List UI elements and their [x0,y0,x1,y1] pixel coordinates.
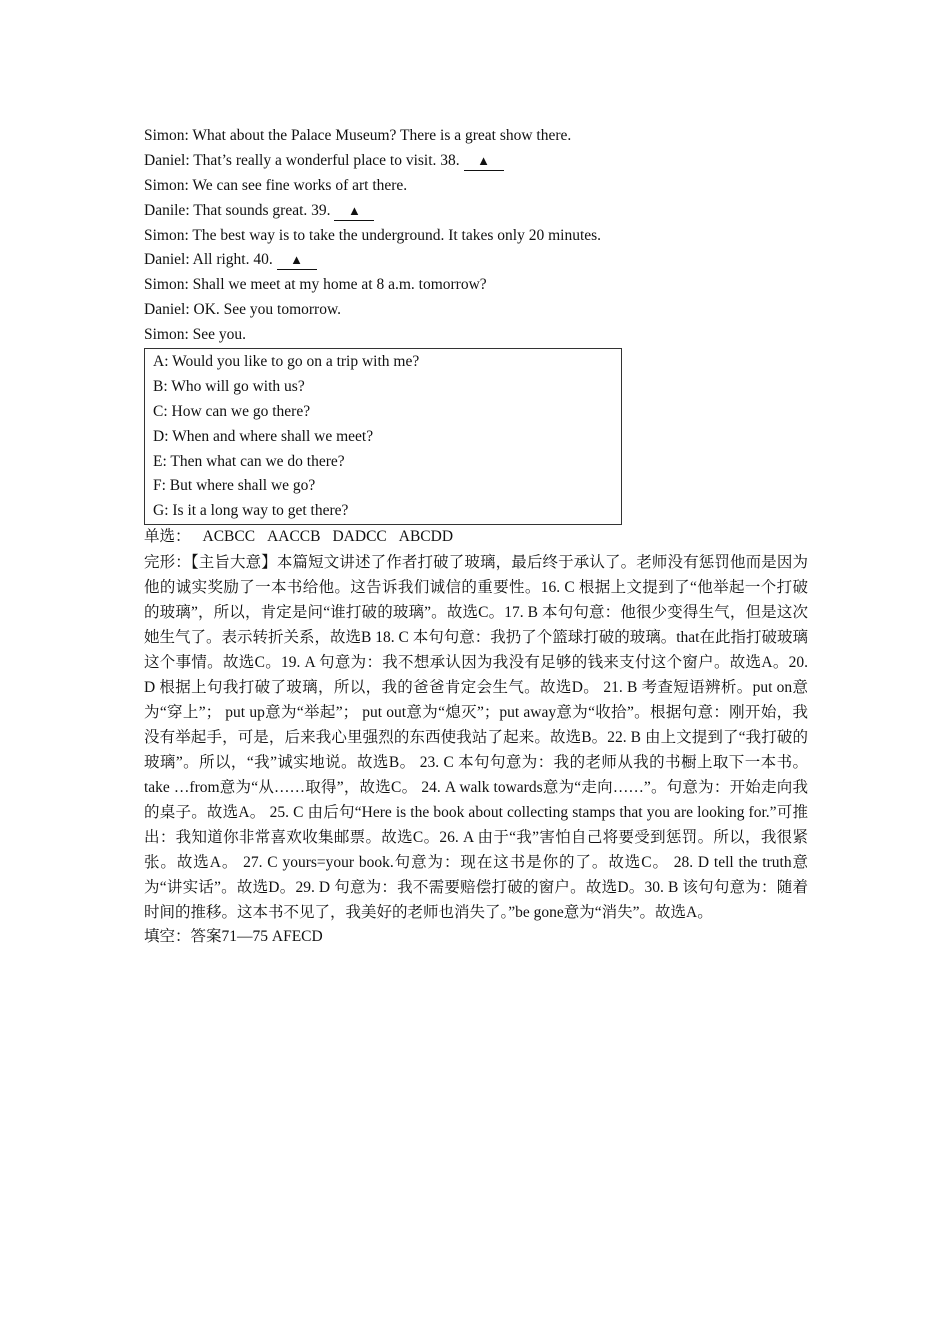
document-page [144,124,808,950]
option-item: B: Who will go with us? [153,377,305,395]
answer-group: AACCB [267,528,321,546]
answer-group: DADCC [332,528,387,546]
dialogue-line: Simon: We can see fine works of art there. [144,176,408,194]
dialogue-line: Simon: What about the Palace Museum? There is a great show there. [144,127,572,144]
dialogue-line: Simon: Shall we meet at my home at 8 a.m. tomorrow? [144,276,487,294]
cloze-explanation: 完形：【主旨大意】本篇短文讲述了作者打破了玻璃，最后终于承认了。老师没有惩罚他而是因为他的诚实奖励了一本书给他。这告诉我们诚信的重要性。16. C 根据上文提到了“他举起一个打破的玻璃”，所以，肯定是问“谁打破的玻璃”。故选C。17. B 本句句意：他很少变得生气，但是这次她生气了。表示转折关系，故选B 18. C 本句句意：我扔了个篮球打破的玻璃。that在此指打破玻璃这个事情。故选C。19. A 句意为：我不想承认因为我没有足够的钱来支付这个窗户。故选A。20. D 根据上句我打破了玻璃，所以，我的爸爸肯定会生气。故选D。 21. B 考查短语辨析。put on意为“穿上”； put up意为“举起”； put out意为“熄灭”；put away意为“收拾”。根据句意：刚开始，我没有举起手，可是，后来我心里强烈的东西使我站了起来。故选B。22. B 由上文提到了“我打破的玻璃”。所以，“我”诚实地说。故选B。 23. C 本句句意为：我的老师从我的书橱上取下一本书。take …from意为“从……取得”，故选C。 24. A walk towards意为“走向……”。句意为：开始走向我的桌子。故选A。 25. C 由后句“Here is the book about collecting stamps that you are looking for.”可推出：我知道你非常喜欢收集邮票。故选C。26. A 由于“我”害怕自己将要受到惩罚。所以，我很紧张。故选A。 27. C yours=your book.句意为：现在这书是你的了。故选C。 28. D tell the truth意为“讲实话”。故选D。29. D 句意为：我不需要赔偿打破的窗户。故选D。30. B 该句句意为：随着时间的推移。这本书不见了，我美好的老师也消失了。”be gone意为“消失”。故选A。 [144,554,808,922]
single-choice-answers [144,525,808,550]
answer-blank: ▲ [464,152,504,171]
dialogue-line: Daniel: OK. See you tomorrow. [144,301,342,319]
option-item: D: When and where shall we meet? [153,427,374,445]
answer-blank: ▲ [277,251,317,270]
dialogue [144,124,808,348]
option-item: C: How can we go there? [153,402,311,420]
option-item: A: Would you like to go on a trip with me? [153,353,420,371]
answer-group: ACBCC [202,528,256,546]
single-choice-label: 单选： [144,528,191,546]
fill-blank-answers: 填空：答案71—75 AFECD [144,928,323,946]
option-item: F: But where shall we go? [153,477,316,495]
dialogue-line: Simon: The best way is to take the underground. It takes only 20 minutes. [144,226,602,244]
option-item: E: Then what can we do there? [153,452,345,470]
dialogue-line: Daniel: That’s really a wonderful place to visit. 38. ▲ [144,149,808,174]
dialogue-line: Simon: See you. [144,326,247,344]
options-box [144,348,622,525]
dialogue-line: Daniel: All right. 40. ▲ [144,248,808,273]
option-item: G: Is it a long way to get there? [153,502,349,520]
dialogue-line: Danile: That sounds great. 39. ▲ [144,199,808,224]
answer-group: ABCDD [398,528,454,546]
answer-blank: ▲ [334,202,374,221]
